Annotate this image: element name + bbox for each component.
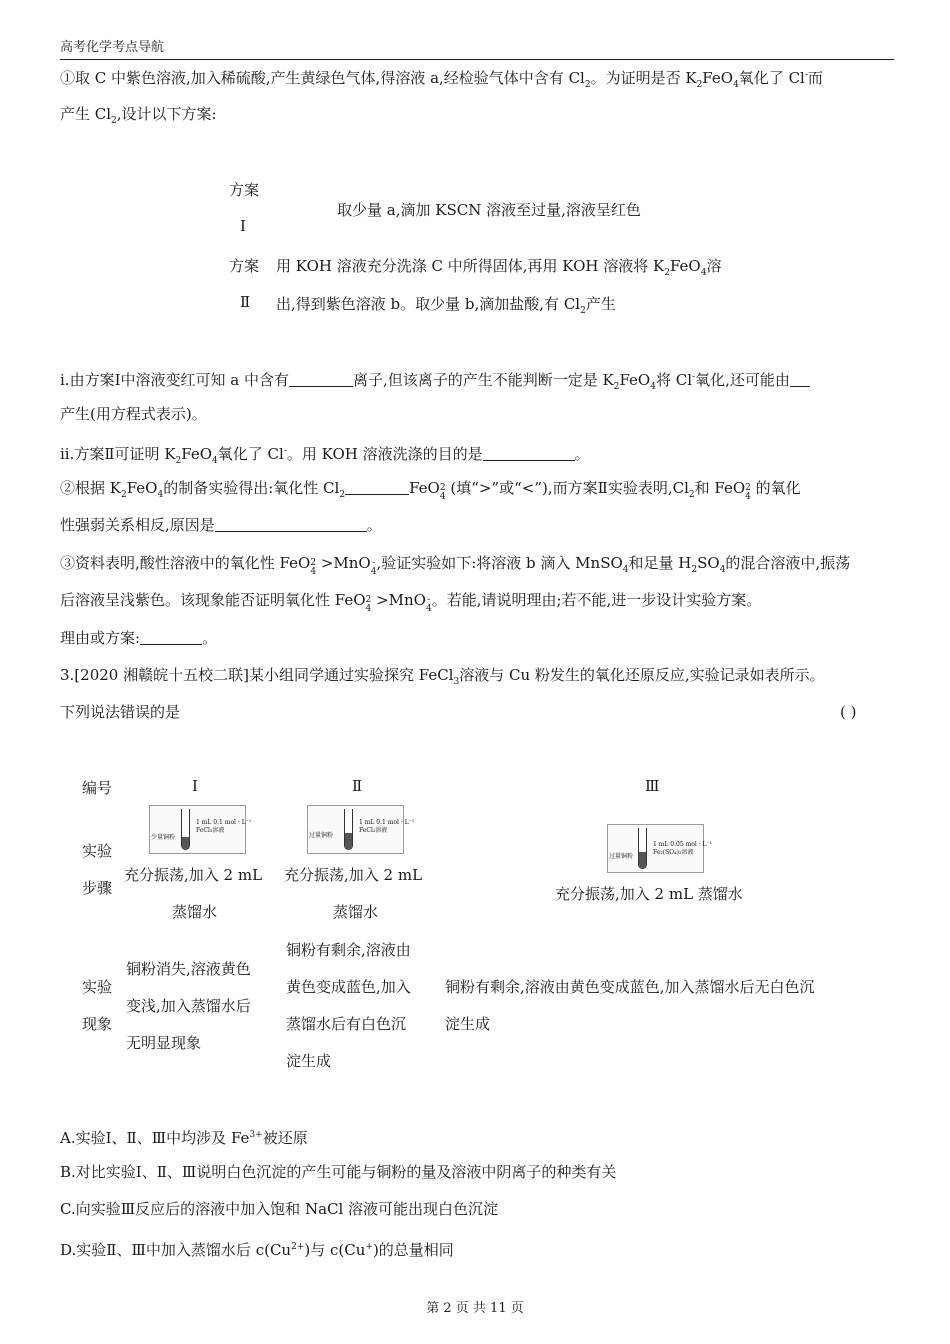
observation-3-line-b: 淀生成 [445,1015,491,1033]
scheme-1-text: 取少量 a,滴加 KSCN 溶液至过量,溶液呈红色 [337,201,641,219]
intro-line-1: ①取 C 中紫色溶液,加入稀硫酸,产生黄绿色气体,得溶液 a,经检验气体中含有 $Cl_2$。为证明是否 $K_2FeO_4$氧化了 Cl-而 [60,69,823,90]
answer-blank[interactable] [790,372,810,387]
question-ii: ii.方案Ⅱ可证明 $K_2FeO_4$氧化了 Cl-。用 KOH 溶液洗涤的目的是 。 [60,445,590,466]
observation-2-line-b: 黄色变成蓝色,加入 [286,978,411,996]
problem-3-line-2: 下列说法错误的是 [60,703,181,721]
row-steps-label-b: 步骤 [82,879,113,897]
observation-1-line-c: 无明显现象 [126,1034,202,1052]
table-header-1: Ⅰ [192,777,198,795]
question-i-line-1: i.由方案Ⅰ中溶液变红可知 a 中含有 离子,但该离子的产生不能判断一定是 $K_2FeO_4$将 Cl-氧化,还可能由 [60,368,894,397]
answer-blank[interactable] [345,480,409,495]
observation-1-line-a: 铜粉消失,溶液黄色 [126,960,251,978]
table-header-3: Ⅲ [645,777,660,795]
row-steps-label-a: 实验 [82,842,113,860]
page-header: 高考化学考点导航 [60,36,894,60]
option-d[interactable]: D.实验Ⅱ、Ⅲ中加入蒸馏水后 $c(Cu^{2+})$与 c(Cu+)的总量相同 [60,1241,454,1259]
row-observation-label-a: 实验 [82,978,113,996]
problem-3-line-1: 3.[2020 湘赣皖十五校二联]某小组同学通过实验探究 FeCl$_3$溶液与 Cu 粉发生的氧化还原反应,实验记录如表所示。 [60,666,825,687]
table-header-2: Ⅱ [352,777,363,795]
page-number: 第 2 页 共 11 页 [426,1301,524,1316]
observation-2-line-a: 铜粉有剩余,溶液由 [286,941,411,959]
question-3-line-2: 后溶液呈浅紫色。该现象能否证明氧化性 FeO2 4 >MnO- 4。若能,请说明理由;若不能,进一步设计实验方案。 [60,591,762,614]
test-tube-3-image: 过量铜粉 1 mL 0.05 mol · L⁻¹ Fe₂(SO₄)₃溶液 [607,824,704,873]
observation-1-line-b: 变浅,加入蒸馏水后 [126,997,251,1015]
test-tube-2-image: 过量铜粉 1 mL 0.1 mol · L⁻¹ FeCl₃溶液 [307,805,404,854]
step-3-text: 充分振荡,加入 2 mL 蒸馏水 [555,885,743,903]
observation-2-line-c: 蒸馏水后有白色沉 [286,1015,407,1033]
test-tube-1-image: 少量铜粉 1 mL 0.1 mol · L⁻¹ FeCl₃溶液 [149,805,246,854]
question-3-line-3: 理由或方案: 。 [60,629,218,647]
row-observation-label-b: 现象 [82,1015,113,1033]
step-2-text-b: 蒸馏水 [333,903,379,921]
option-b[interactable]: B.对比实验Ⅰ、Ⅱ、Ⅲ说明白色沉淀的产生可能与铜粉的量及溶液中阴离子的种类有关 [60,1163,617,1181]
question-3-line-1: ③资料表明,酸性溶液中的氧化性 FeO2 4 >MnO- 4,验证实验如下:将溶液 b 滴入 MnSO$_4$和足量 $H_2SO_4$的混合溶液中,振荡 [60,554,851,577]
answer-blank[interactable] [140,630,202,645]
scheme-2-text-line-1: 用 KOH 溶液充分洗涤 C 中所得固体,再用 KOH 溶液将 $K_2FeO_4$溶 [276,257,722,278]
observation-2-line-d: 淀生成 [286,1052,332,1070]
question-2-line-1: ②根据 $K_2FeO_4$的制备实验得出:氧化性 $Cl_2$ FeO2 4 (填“>”或“<”),而方案Ⅱ实验表明$,Cl_2$和 FeO2 4 的氧化 [60,479,801,502]
question-2-line-2: 性强弱关系相反,原因是 。 [60,516,382,534]
scheme-1-label-num: Ⅰ [240,217,246,235]
scheme-2-text-line-2: 出,得到紫色溶液 b。取少量 b,滴加盐酸,有 $Cl_2$产生 [276,295,616,316]
step-1-text-a: 充分振荡,加入 2 mL [124,866,263,884]
scheme-2-label-num: Ⅱ [240,293,251,311]
answer-blank[interactable] [215,517,367,532]
step-2-text-a: 充分振荡,加入 2 mL [284,866,423,884]
intro-line-2: 产生 $Cl_2$,设计以下方案: [60,105,217,126]
question-i-line-2: 产生(用方程式表示)。 [60,405,207,423]
table-header-label: 编号 [82,779,113,797]
option-c[interactable]: C.向实验Ⅲ反应后的溶液中加入饱和 NaCl 溶液可能出现白色沉淀 [60,1200,499,1218]
option-a[interactable]: A.实验Ⅰ、Ⅱ、Ⅲ中均涉及 $Fe^{3+}$被还原 [60,1129,308,1147]
step-1-text-b: 蒸馏水 [172,903,218,921]
answer-parentheses[interactable]: ( ) [840,703,857,721]
scheme-2-label: 方案 [229,257,260,275]
answer-blank[interactable] [483,446,575,461]
scheme-1-label: 方案 [229,181,260,199]
answer-blank[interactable] [289,372,353,387]
observation-3-line-a: 铜粉有剩余,溶液由黄色变成蓝色,加入蒸馏水后无白色沉 [445,978,815,996]
